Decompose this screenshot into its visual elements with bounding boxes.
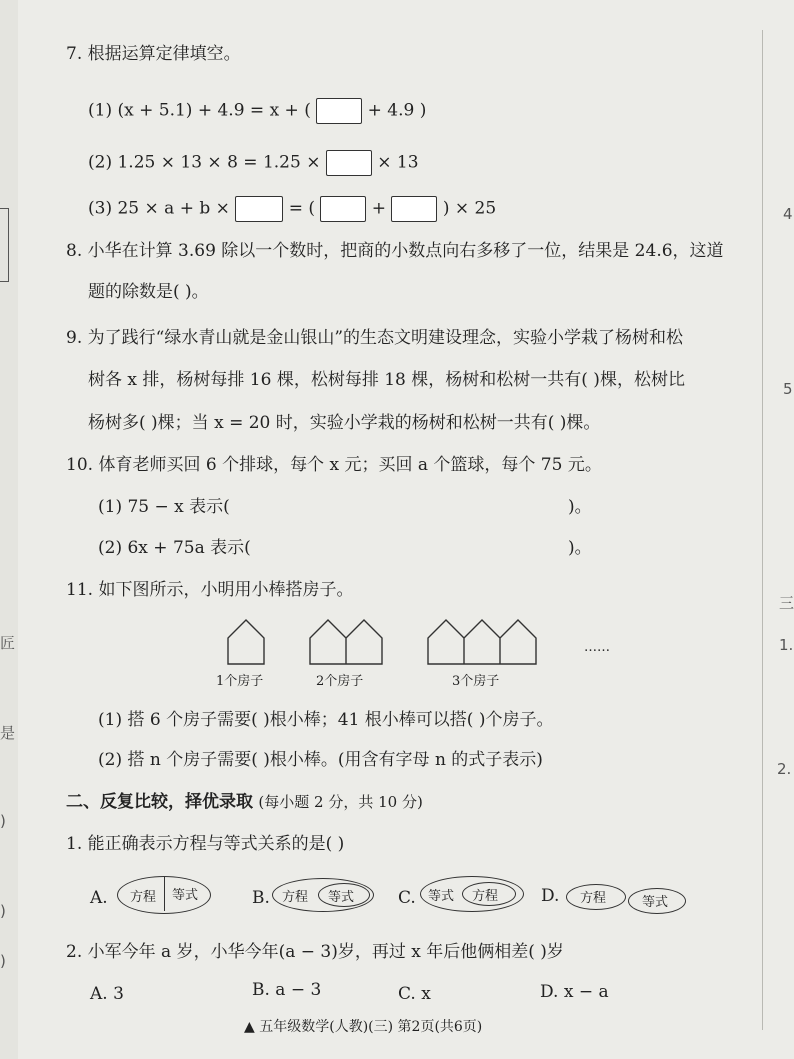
q7-part1 (88, 98, 426, 124)
left-margin-char: 是 (0, 724, 16, 742)
left-margin-char: ) (0, 812, 6, 830)
q9-line1: 9. 为了践行“绿水青山就是金山银山”的生态文明建设理念，实验小学栽了杨树和松 (66, 328, 684, 348)
figure-ellipsis: …… (584, 640, 610, 655)
right-margin-char: 1. (779, 636, 794, 654)
option-c-dengshi: 等式 (428, 889, 455, 904)
q11-title: 11. 如下图所示，小明用小棒搭房子。 (66, 580, 354, 600)
house-2 (310, 620, 382, 664)
q7-part1-right: + 4.9 ) (367, 100, 427, 121)
s2q2-option-b[interactable]: B. a − 3 (252, 980, 322, 1000)
q7-part3-left: (3) 25 × a + b × (88, 198, 230, 219)
q8-line2: 题的除数是( )。 (88, 282, 209, 302)
s2q1-option-a-label[interactable]: A. (90, 888, 108, 908)
figure-label-2: 2个房子 (316, 674, 364, 689)
q7-part2 (88, 150, 419, 176)
q7-part3 (88, 196, 496, 222)
right-margin-char: 5 (783, 380, 793, 398)
q11-part2: (2) 搭 n 个房子需要( )根小棒。(用含有字母 n 的式子表示) (98, 750, 543, 770)
stick-houses-figure (0, 610, 794, 670)
option-b-fangcheng: 方程 (282, 890, 309, 905)
q10-part1: (1) 75 − x 表示( (98, 497, 230, 517)
house-3 (428, 620, 536, 664)
left-margin-char: ) (0, 902, 6, 920)
right-margin-char: 三 (779, 594, 794, 612)
s2q1-option-c-label[interactable]: C. (398, 888, 416, 908)
q7-part3-plus: + (371, 198, 387, 219)
option-d-fangcheng: 方程 (580, 891, 607, 906)
q7-part3-answer-box-3[interactable] (391, 196, 437, 222)
right-margin-char: 4 (783, 205, 793, 223)
left-margin-box (0, 208, 9, 282)
s2q1-option-b-label[interactable]: B. (252, 888, 270, 908)
q10-part1-close: )。 (568, 497, 592, 517)
q7-part3-right: ) × 25 (442, 198, 497, 219)
q7-part2-right: × 13 (377, 152, 419, 173)
q10-part2: (2) 6x + 75a 表示( (98, 538, 251, 558)
figure-label-3: 3个房子 (452, 674, 500, 689)
option-c-fangcheng: 方程 (472, 889, 499, 904)
q7-title: 7. 根据运算定律填空。 (66, 44, 241, 64)
s2q1-stem: 1. 能正确表示方程与等式关系的是( ) (66, 834, 345, 854)
q8-line1: 8. 小华在计算 3.69 除以一个数时，把商的小数点向右多移了一位，结果是 24.6，这道 (66, 241, 724, 261)
q7-part1-answer-box[interactable] (316, 98, 362, 124)
q7-part2-left: (2) 1.25 × 13 × 8 = 1.25 × (88, 152, 321, 173)
footer (244, 1016, 482, 1036)
q9-line2: 树各 x 排，杨树每排 16 棵，松树每排 18 棵，杨树和松树一共有( )棵，松树比 (88, 370, 685, 390)
s2q2-option-d[interactable]: D. x − a (540, 982, 609, 1002)
s2q2-option-c[interactable]: C. x (398, 984, 431, 1004)
left-margin-char: ) (0, 952, 6, 970)
q7-part2-answer-box[interactable] (326, 150, 372, 176)
option-a-fangcheng: 方程 (130, 890, 157, 905)
section2-heading (66, 792, 423, 812)
right-margin-char: 2. (777, 760, 792, 778)
s2q1-option-d-label[interactable]: D. (541, 886, 560, 906)
s2q2-option-a[interactable]: A. 3 (90, 984, 124, 1004)
option-b-dengshi: 等式 (328, 890, 355, 905)
section2-note: (每小题 2 分，共 10 分) (258, 793, 423, 811)
s2q2-stem: 2. 小军今年 a 岁，小华今年(a − 3)岁，再过 x 年后他俩相差( )岁 (66, 942, 564, 962)
page-fold-line (762, 30, 763, 1030)
q7-part3-answer-box-1[interactable] (235, 196, 283, 222)
option-a-divider (164, 877, 165, 911)
figure-label-1: 1个房子 (216, 674, 264, 689)
q7-part3-mid: = ( (288, 198, 315, 219)
q11-part1: (1) 搭 6 个房子需要( )根小棒；41 根小棒可以搭( )个房子。 (98, 710, 554, 730)
q10-part2-close: )。 (568, 538, 592, 558)
section2-title: 二、反复比较，择优录取 (66, 792, 253, 812)
q7-part1-left: (1) (x + 5.1) + 4.9 = x + ( (88, 100, 311, 121)
option-d-dengshi: 等式 (642, 895, 669, 910)
house-1 (228, 620, 264, 664)
q10-title: 10. 体育老师买回 6 个排球，每个 x 元；买回 a 个篮球，每个 75 元。 (66, 455, 602, 475)
q9-line3: 杨树多( )棵；当 x = 20 时，实验小学栽的杨树和松树一共有( )棵。 (88, 413, 601, 433)
q7-part3-answer-box-2[interactable] (320, 196, 366, 222)
option-a-dengshi: 等式 (172, 888, 199, 903)
left-margin-char: 匠 (0, 634, 16, 652)
footer-text: 五年级数学(人教)(三) 第2页(共6页) (259, 1019, 483, 1035)
triangle-icon: ▲ (244, 1019, 255, 1035)
